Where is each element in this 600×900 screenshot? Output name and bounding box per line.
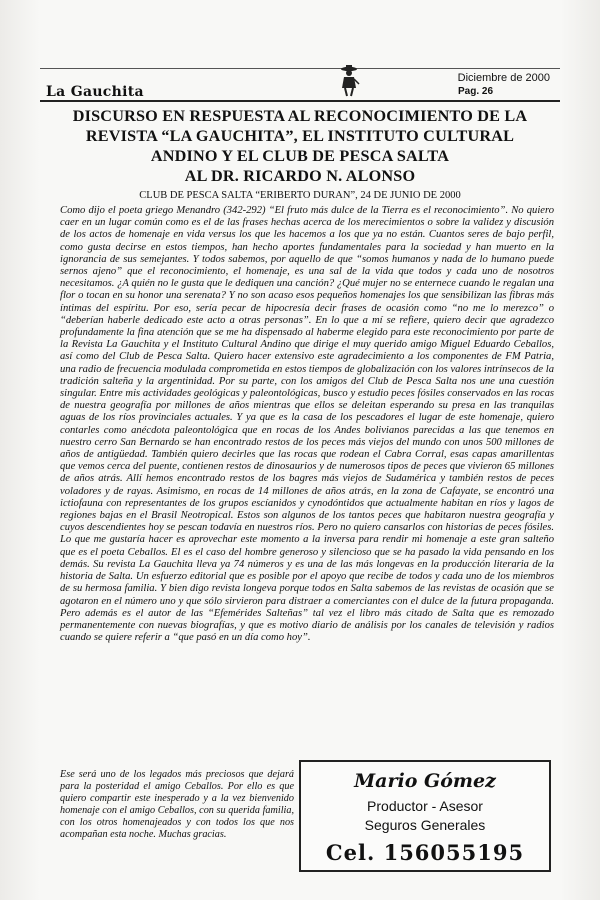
title-line: ANDINO Y EL CLUB DE PESCA SALTA — [150, 147, 450, 165]
gaucho-logo-icon — [338, 64, 360, 98]
page-header — [40, 64, 560, 104]
ad-name: Mario Gómez — [354, 770, 496, 792]
ad-phone: Cel. 156055195 — [325, 840, 525, 865]
title-line: AL DR. RICARDO N. ALONSO — [184, 167, 416, 185]
header-rule — [40, 100, 560, 102]
ad-role: Productor - Asesor — [367, 798, 483, 814]
article-dateline: CLUB DE PESCA SALTA “ERIBERTO DURAN”, 24 DE JUNIO DE 2000 — [139, 190, 461, 201]
page-number: Pag. 26 — [458, 86, 494, 97]
article-title — [44, 106, 556, 186]
advertisement-box — [299, 760, 551, 872]
article-closing: Ese será uno de los legados más preciosos que dejará para la posteridad el amigo Ceballos. Por ello es que quiero compartir este inesperado y a la vez bienvenido homenaje con el amigo Ceballos, con su querida familia, con los otros homenajeados y con todos los que nos acompañan esta noche. Muchas gracias. — [60, 769, 294, 841]
header-top-rule — [40, 68, 560, 69]
title-line: REVISTA “LA GAUCHITA”, EL INSTITUTO CULTURAL — [85, 127, 515, 145]
magazine-name: La Gauchita — [46, 84, 144, 100]
article-body — [60, 205, 554, 644]
article-paragraph: Como dijo el poeta griego Menandro (342-292) “El fruto más dulce de la Tierra es el reconocimiento”. No quiero caer en un lugar común como es el de las frases hechas acerca de los merecimientos o sobre la validez y discusión de los actos de homenaje en vida versus los que les hacemos a los que ya no están. Cuantos seres de bajo perfil, como gusta decirse en estos tiempos, han hecho aportes fundamentales para la sociedad y han muerto en la ignorancia de sus semejantes. Y todos sabemos, por aquello de que “somos humanos y nada de lo humano puede sernos ajeno” que el reconocimiento, el homenaje, es una sal de la vida que todos y cada uno de nosotros necesitamos. ¿A quién no le gusta que le dediquen una canción? ¿Qué mujer no se enternece cuando le regalan una flor o tocan en su honor una serenata? Y no son acaso esos pequeños homenajes los que sensibilizan las fibras más íntimas del espíritu. Por eso, sería pecar de hipocresía decir frases de ocasión como “no me lo merezco” o “deberían haberle dedicado este acto a otras personas”. En lo que a mí se refiere, quiero decir que agradezco profundamente la fina atención que se me ha dispensado al haberme elegido para este reconocimiento por parte de la Revista La Gauchita y el Instituto Cultural Andino que dirige el muy querido amigo Miguel Eduardo Ceballos, así como del Club de Pesca Salta. Quiero hacer extensivo este agradecimiento a los componentes de FM Patria, una radio de frecuencia modulada comprometida en estos tiempos de globalización con los valores intrínsecos de la tradición salteña y la argentinidad. Por su parte, con los amigos del Club de Pesca Salta nos une una cuestión singular. Entre mis actividades geológicas y paleontológicas, busco y estudio peces fósiles conservados en las rocas de nuestra geografía por millones de años mientras que ellos se deleitan esperando su presa en las tranquilas aguas de los ríos provinciales actuales. Y ya que es la casa de los pescadores el lugar de este homenaje, quiero contarles como anécdota paleontológica que en rocas de los Andes bolivianos parecidas a las que tenemos en nuestro cerro San Bernardo se han encontrado restos de los peces más viejos del mundo con unos 500 millones de años de antigüedad. También quiero decirles que las rocas que rodean el Cabra Corral, esas capas amarillentas que vemos cerca del puente, contienen restos de dinosaurios y de numerosos tipos de peces que vivieron 65 millones de años atrás. Allí hemos encontrado restos de los bagres más viejos de Sudamérica y también restos de peces voladores y de rayas. Asimismo, en rocas de 14 millones de años atrás, en la zona de Cafayate, se encontró una ictiofauna con representantes de los grupos escíanidos y cynodóntidos que actualmente habitan en ríos y lagos de regiones bajas en el Brasil Neotropical. Estos son algunos de los tantos peces que habitaron nuestra geografía y cuyos descendientes hoy se pescan todavía en nuestros ríos. Pero no quiero cansarlos con historias de peces fósiles. Lo que me gustaría hacer es aprovechar este momento a la inversa para rendir mi homenaje a este gran salteño que es el poeta Ceballos. El es el caso del hombre generoso y silencioso que se ha pasado la vida pensando en los demás. Su revista La Gauchita lleva ya 74 números y es una de las más longevas en la producción literaria de la historia de Salta. Un esfuerzo editorial que es posible por el apoyo que recibe de todos y cada uno de los miembros de su hermosa familia. Y bien digo revista longeva porque todos en Salta sabemos de las revistas de ocasión que se agotaron en el número uno y que sólo sirvieron para distraer a comerciantes con el dulce de la futura propaganda. Pero además es el autor de las “Efemérides Salteñas” tal vez el libro más citado de Salta que es remozado permanentemente con nuevas biografías, y que es motivo diario de análisis por los canales de televisión y radios cuando se quiere referir a “que pasó en un día como hoy”. — [60, 205, 554, 644]
issue-date: Diciembre de 2000 — [457, 72, 550, 84]
ad-company: Seguros Generales — [364, 817, 486, 833]
title-line: DISCURSO EN RESPUESTA AL RECONOCIMIENTO DE LA — [72, 107, 528, 125]
